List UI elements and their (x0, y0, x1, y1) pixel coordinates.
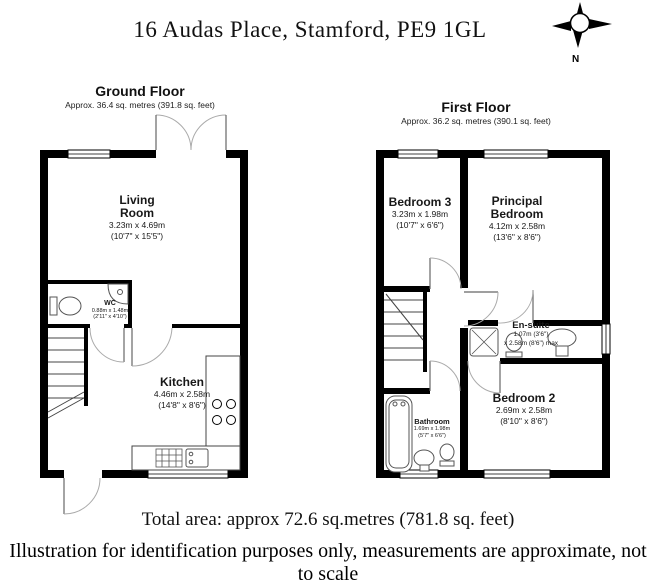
window-kitchen (148, 470, 228, 478)
compass-north-label: N (572, 54, 580, 65)
ground-stairs (48, 338, 84, 418)
room-name: Bedroom 2 (492, 391, 556, 405)
room-label-bathroom (382, 418, 482, 439)
room-dims-imperial: (10'7" x 6'6") (396, 219, 444, 230)
ground-floor-title (40, 84, 240, 110)
bathroom-basin (414, 450, 434, 471)
room-dims-imperial: (5'7" x 6'6") (418, 432, 446, 439)
bedroom2-door (468, 361, 500, 393)
room-dims-metric: 0.88m x 1.48m (91, 307, 129, 314)
page-title: 16 Audas Place, Stamford, PE9 1GL (133, 17, 487, 42)
room-dims-imperial: (14'8" x 8'6") (158, 399, 206, 410)
room-name: Kitchen (159, 375, 204, 389)
first-floor-stairs (384, 294, 423, 360)
room-name: Bathroom (414, 417, 450, 426)
ground-floor-name: Ground Floor (95, 83, 185, 99)
bathroom-toilet (440, 444, 454, 466)
first-floor-title (376, 100, 576, 126)
room-dims-imperial: (10'7" x 15'5") (110, 231, 164, 241)
window-living-room (68, 150, 110, 158)
room-label-living-room (77, 194, 197, 242)
room-dims-metric: 4.12m x 2.58m (488, 221, 546, 232)
room-label-bedroom2 (464, 392, 584, 426)
room-label-principal-bedroom (457, 195, 577, 243)
window-ensuite (602, 324, 610, 354)
first-floor-area: Approx. 36.2 sq. metres (390.1 sq. feet) (401, 116, 551, 127)
room-label-ensuite (471, 321, 591, 348)
wc-door (90, 328, 124, 362)
room-dims-metric: 3.23m x 4.69m (108, 220, 166, 231)
room-name: Principal Bedroom (490, 194, 544, 222)
room-label-kitchen (122, 376, 242, 410)
room-dims-imperial: (8'10" x 8'6") (500, 415, 548, 426)
first-floor-name: First Floor (441, 99, 511, 115)
room-dims-imperial: (13'6" x 8'6") (493, 232, 541, 242)
bathroom-door (430, 361, 460, 391)
room-dims-metric: 4.46m x 2.58m (153, 389, 211, 400)
room-dims-metric: 3.23m x 1.98m (391, 209, 449, 220)
room-label-wc (60, 300, 160, 321)
room-dims-imperial: x 2.58m (8'6") max (503, 339, 559, 347)
room-name: Bedroom 3 (388, 195, 452, 209)
total-area-text: Total area: approx 72.6 sq.metres (781.8 sq. feet) (141, 509, 515, 530)
room-name: En-suite (512, 320, 550, 331)
bedroom3-door (430, 258, 461, 289)
room-name: Living Room (119, 193, 155, 221)
disclaimer-text: Illustration for identification purposes only, measurements are approximate, not to scale (9, 540, 647, 585)
window-bedroom2 (484, 470, 550, 478)
window-principal-bedroom (484, 150, 548, 158)
french-doors (156, 115, 226, 150)
room-dims-metric: 2.69m x 2.58m (495, 405, 553, 416)
room-dims-metric: 1.69m x 1.98m (413, 426, 451, 433)
room-dims-imperial: (2'11" x 4'10") (93, 314, 127, 321)
room-dims-metric: 1.07m (3'6") (513, 331, 549, 339)
room-name: WC (104, 300, 116, 307)
window-bedroom3 (398, 150, 438, 158)
ensuite-door (498, 290, 533, 323)
kitchen-door (132, 328, 172, 366)
ground-floor-area: Approx. 36.4 sq. metres (391.8 sq. feet) (65, 100, 215, 111)
